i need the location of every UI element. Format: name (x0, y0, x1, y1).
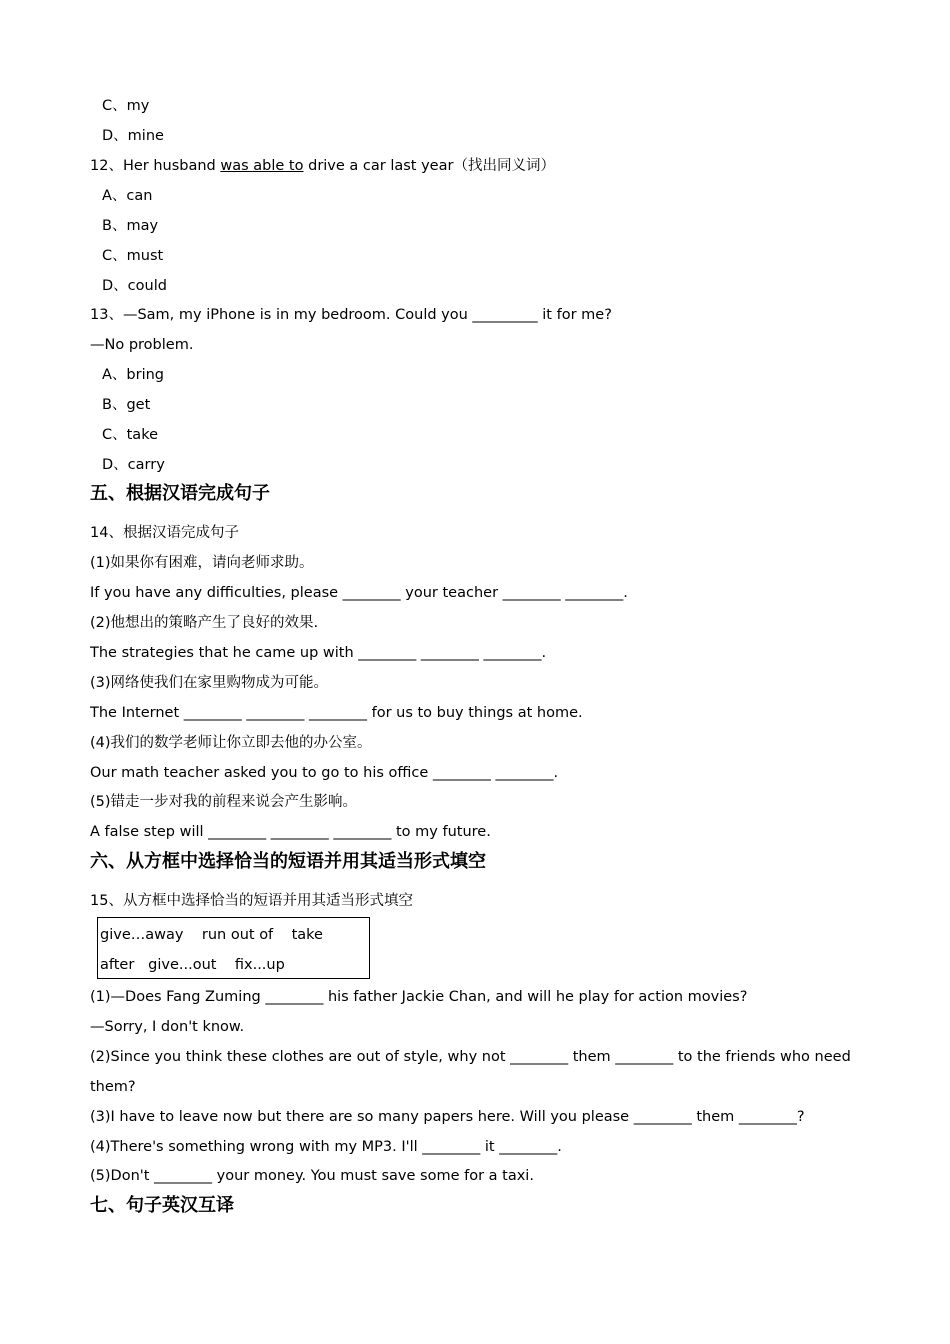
q15-title: 15、从方框中选择恰当的短语并用其适当形式填空 (90, 893, 413, 909)
q14-item5-english: A false step will ________ ________ ________ to my future. (90, 824, 491, 840)
q12-stem (90, 156, 555, 176)
q13-option-c: C、take (102, 427, 158, 443)
q14-item2-chinese: (2)他想出的策略产生了良好的效果. (90, 615, 319, 631)
q12-option-d: D、could (102, 278, 167, 294)
phrase-box (97, 917, 370, 979)
section5-heading: 五、根据汉语完成句子 (90, 483, 270, 504)
section7-heading: 七、句子英汉互译 (90, 1195, 234, 1216)
phrase-box-line2: after give...out fix...up (100, 957, 285, 973)
q12-option-a: A、can (102, 188, 153, 204)
q13-option-b: B、get (102, 397, 151, 413)
q12-rest: drive a car last year（找出同义词） (303, 158, 555, 174)
q14-item4-chinese: (4)我们的数学老师让你立即去他的办公室。 (90, 735, 372, 751)
q14-item1-english: If you have any difficulties, please ________ your teacher ________ ________. (90, 585, 628, 601)
section6-heading: 六、从方框中选择恰当的短语并用其适当形式填空 (90, 851, 486, 872)
phrase-box-line1: give…away run out of take (100, 927, 323, 943)
q14-item2-english: The strategies that he came up with ________ ________ ________. (90, 645, 547, 661)
q15-item1-reply: —Sorry, I don't know. (90, 1019, 245, 1035)
q11-option-d: D、mine (102, 128, 164, 144)
q14-title: 14、根据汉语完成句子 (90, 525, 239, 541)
q15-item2-continued: them? (90, 1079, 136, 1095)
q12-underlined-phrase: was able to (220, 158, 304, 174)
q13-option-a: A、bring (102, 367, 165, 383)
q11-option-c: C、my (102, 98, 150, 114)
q12-option-c: C、must (102, 248, 164, 264)
q12-number: 12、Her husband (90, 158, 221, 174)
q15-item1: (1)—Does Fang Zuming ________ his father Jackie Chan, and will he play for action movies? (90, 989, 748, 1005)
q15-item3: (3)I have to leave now but there are so many papers here. Will you please ________ them ________? (90, 1109, 805, 1125)
q13-option-d: D、carry (102, 457, 165, 473)
q14-item5-chinese: (5)错走一步对我的前程来说会产生影响。 (90, 794, 358, 810)
q15-item5: (5)Don't ________ your money. You must save some for a taxi. (90, 1168, 534, 1184)
q14-item1-chinese: (1)如果你有困难，请向老师求助。 (90, 555, 314, 571)
q15-item2: (2)Since you think these clothes are out of style, why not ________ them ________ to the friends who need (90, 1049, 851, 1065)
q14-item3-chinese: (3)网络使我们在家里购物成为可能。 (90, 675, 329, 691)
q14-item3-english: The Internet ________ ________ ________ for us to buy things at home. (90, 705, 583, 721)
q13-reply: —No problem. (90, 337, 194, 353)
q13-stem: 13、—Sam, my iPhone is in my bedroom. Could you _________ it for me? (90, 307, 612, 323)
q14-item4-english: Our math teacher asked you to go to his office ________ ________. (90, 765, 559, 781)
q15-item4: (4)There's something wrong with my MP3. I'll ________ it ________. (90, 1139, 562, 1155)
q12-option-b: B、may (102, 218, 159, 234)
